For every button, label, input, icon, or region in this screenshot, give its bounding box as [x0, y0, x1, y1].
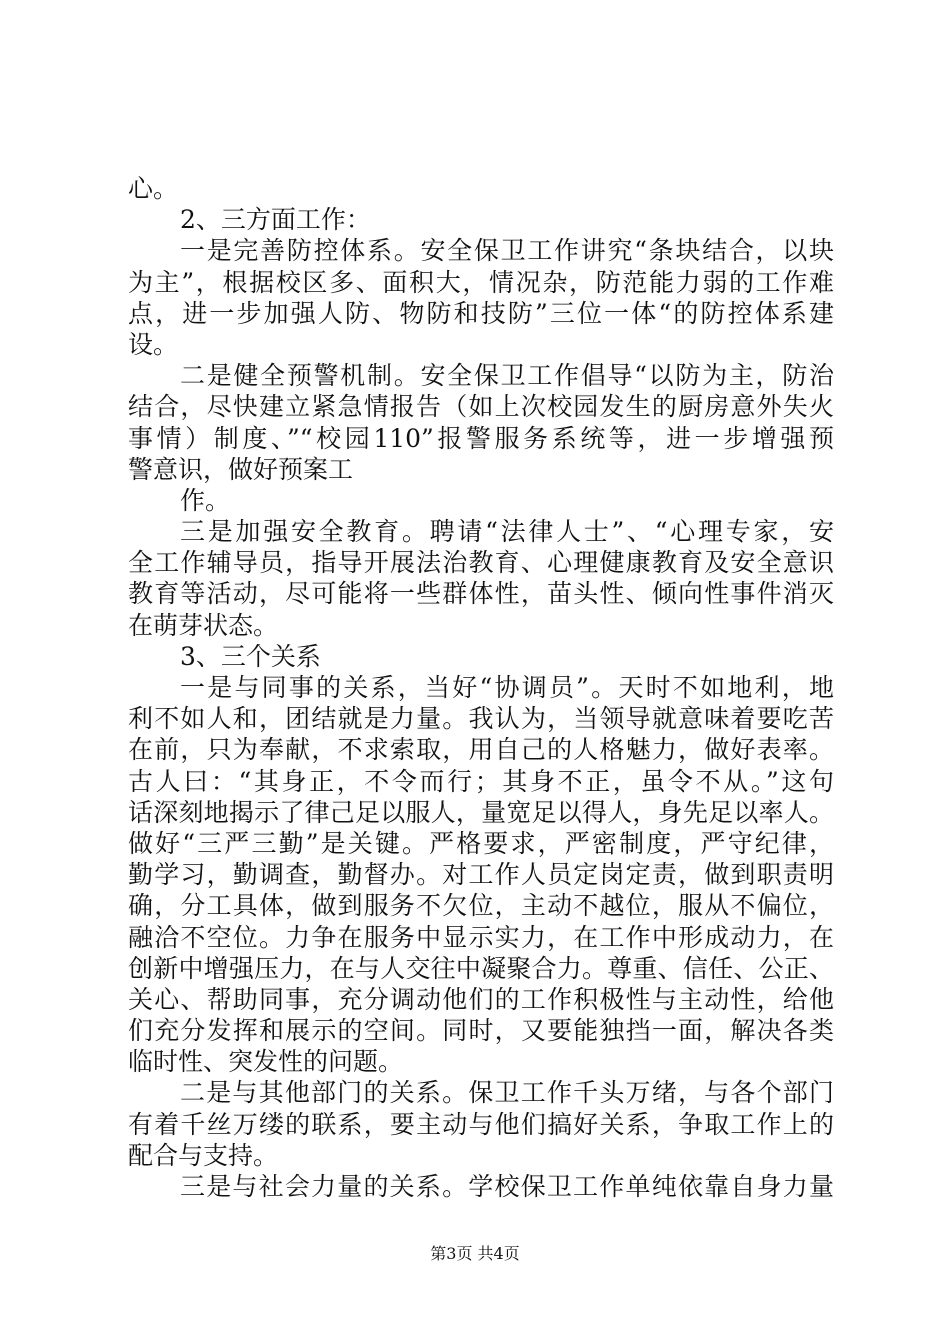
text-line: 为主”，根据校区多、面积大，情况杂，防范能力弱的工作难 [128, 267, 834, 297]
text-line: 二是与其他部门的关系。保卫工作千头万绪，与各个部门 [180, 1078, 834, 1108]
text-line: 配合与支持。 [128, 1140, 279, 1170]
text-line: 在萌芽状态。 [128, 610, 279, 640]
text-line: 古人曰：“其身正，不令而行；其身不正，虽令不从。”这句 [128, 766, 834, 796]
page-number: 第3页 共4页 [430, 1244, 520, 1263]
text-line: 创新中增强压力，在与人交往中凝聚合力。尊重、信任、公正、 [128, 953, 834, 983]
text-line: 事情）制度、”“校园110”报警服务系统等，进一步增强预 [128, 423, 834, 453]
text-line: 二是健全预警机制。安全保卫工作倡导“以防为主，防治 [180, 361, 834, 391]
text-line: 融洽不空位。力争在服务中显示实力，在工作中形成动力，在 [128, 922, 834, 952]
text-line: 结合，尽快建立紧急情报告（如上次校园发生的厨房意外失火 [128, 392, 834, 422]
text-line: 设。 [128, 329, 179, 359]
text-line: 在前，只为奉献，不求索取，用自己的人格魅力，做好表率。 [128, 735, 834, 765]
text-line: 做好“三严三勤”是关键。严格要求，严密制度，严守纪律， [128, 828, 834, 858]
text-line: 话深刻地揭示了律己足以服人，量宽足以得人，身先足以率人。 [128, 797, 834, 827]
text-line: 确，分工具体，做到服务不欠位，主动不越位，服从不偏位， [128, 891, 834, 921]
text-line: 三是加强安全教育。聘请“法律人士”、“心理专家，安 [180, 517, 834, 547]
text-line: 们充分发挥和展示的空间。同时，又要能独挡一面，解决各类 [128, 1016, 834, 1046]
text-line: 作。 [180, 485, 231, 515]
text-line: 教育等活动，尽可能将一些群体性，苗头性、倾向性事件消灭 [128, 579, 834, 609]
text-line: 三是与社会力量的关系。学校保卫工作单纯依靠自身力量 [180, 1172, 834, 1201]
text-line: 全工作辅导员，指导开展法治教育、心理健康教育及安全意识 [128, 548, 834, 578]
text-line: 临时性、突发性的问题。 [128, 1047, 404, 1077]
text-line: 关心、帮助同事，充分调动他们的工作积极性与主动性，给他 [128, 984, 834, 1014]
text-line: 一是完善防控体系。安全保卫工作讲究“条块结合，以块 [180, 236, 834, 266]
body-text [128, 173, 834, 1202]
text-line: 警意识，做好预案工 [128, 454, 354, 484]
text-line: 有着千丝万缕的联系，要主动与他们搞好关系，争取工作上的 [128, 1109, 834, 1139]
text-line: 利不如人和，团结就是力量。我认为，当领导就意味着要吃苦 [128, 704, 834, 734]
text-line: 一是与同事的关系，当好“协调员”。天时不如地利，地 [180, 673, 834, 702]
text-line: 勤学习，勤调查，勤督办。对工作人员定岗定责，做到职责明 [128, 860, 834, 890]
section-heading: 3、三个关系 [180, 641, 321, 671]
section-heading: 2、三方面工作： [180, 205, 371, 235]
text-line: 心。 [128, 174, 179, 203]
text-line: 点，进一步加强人防、物防和技防”三位一体“的防控体系建 [128, 298, 834, 328]
